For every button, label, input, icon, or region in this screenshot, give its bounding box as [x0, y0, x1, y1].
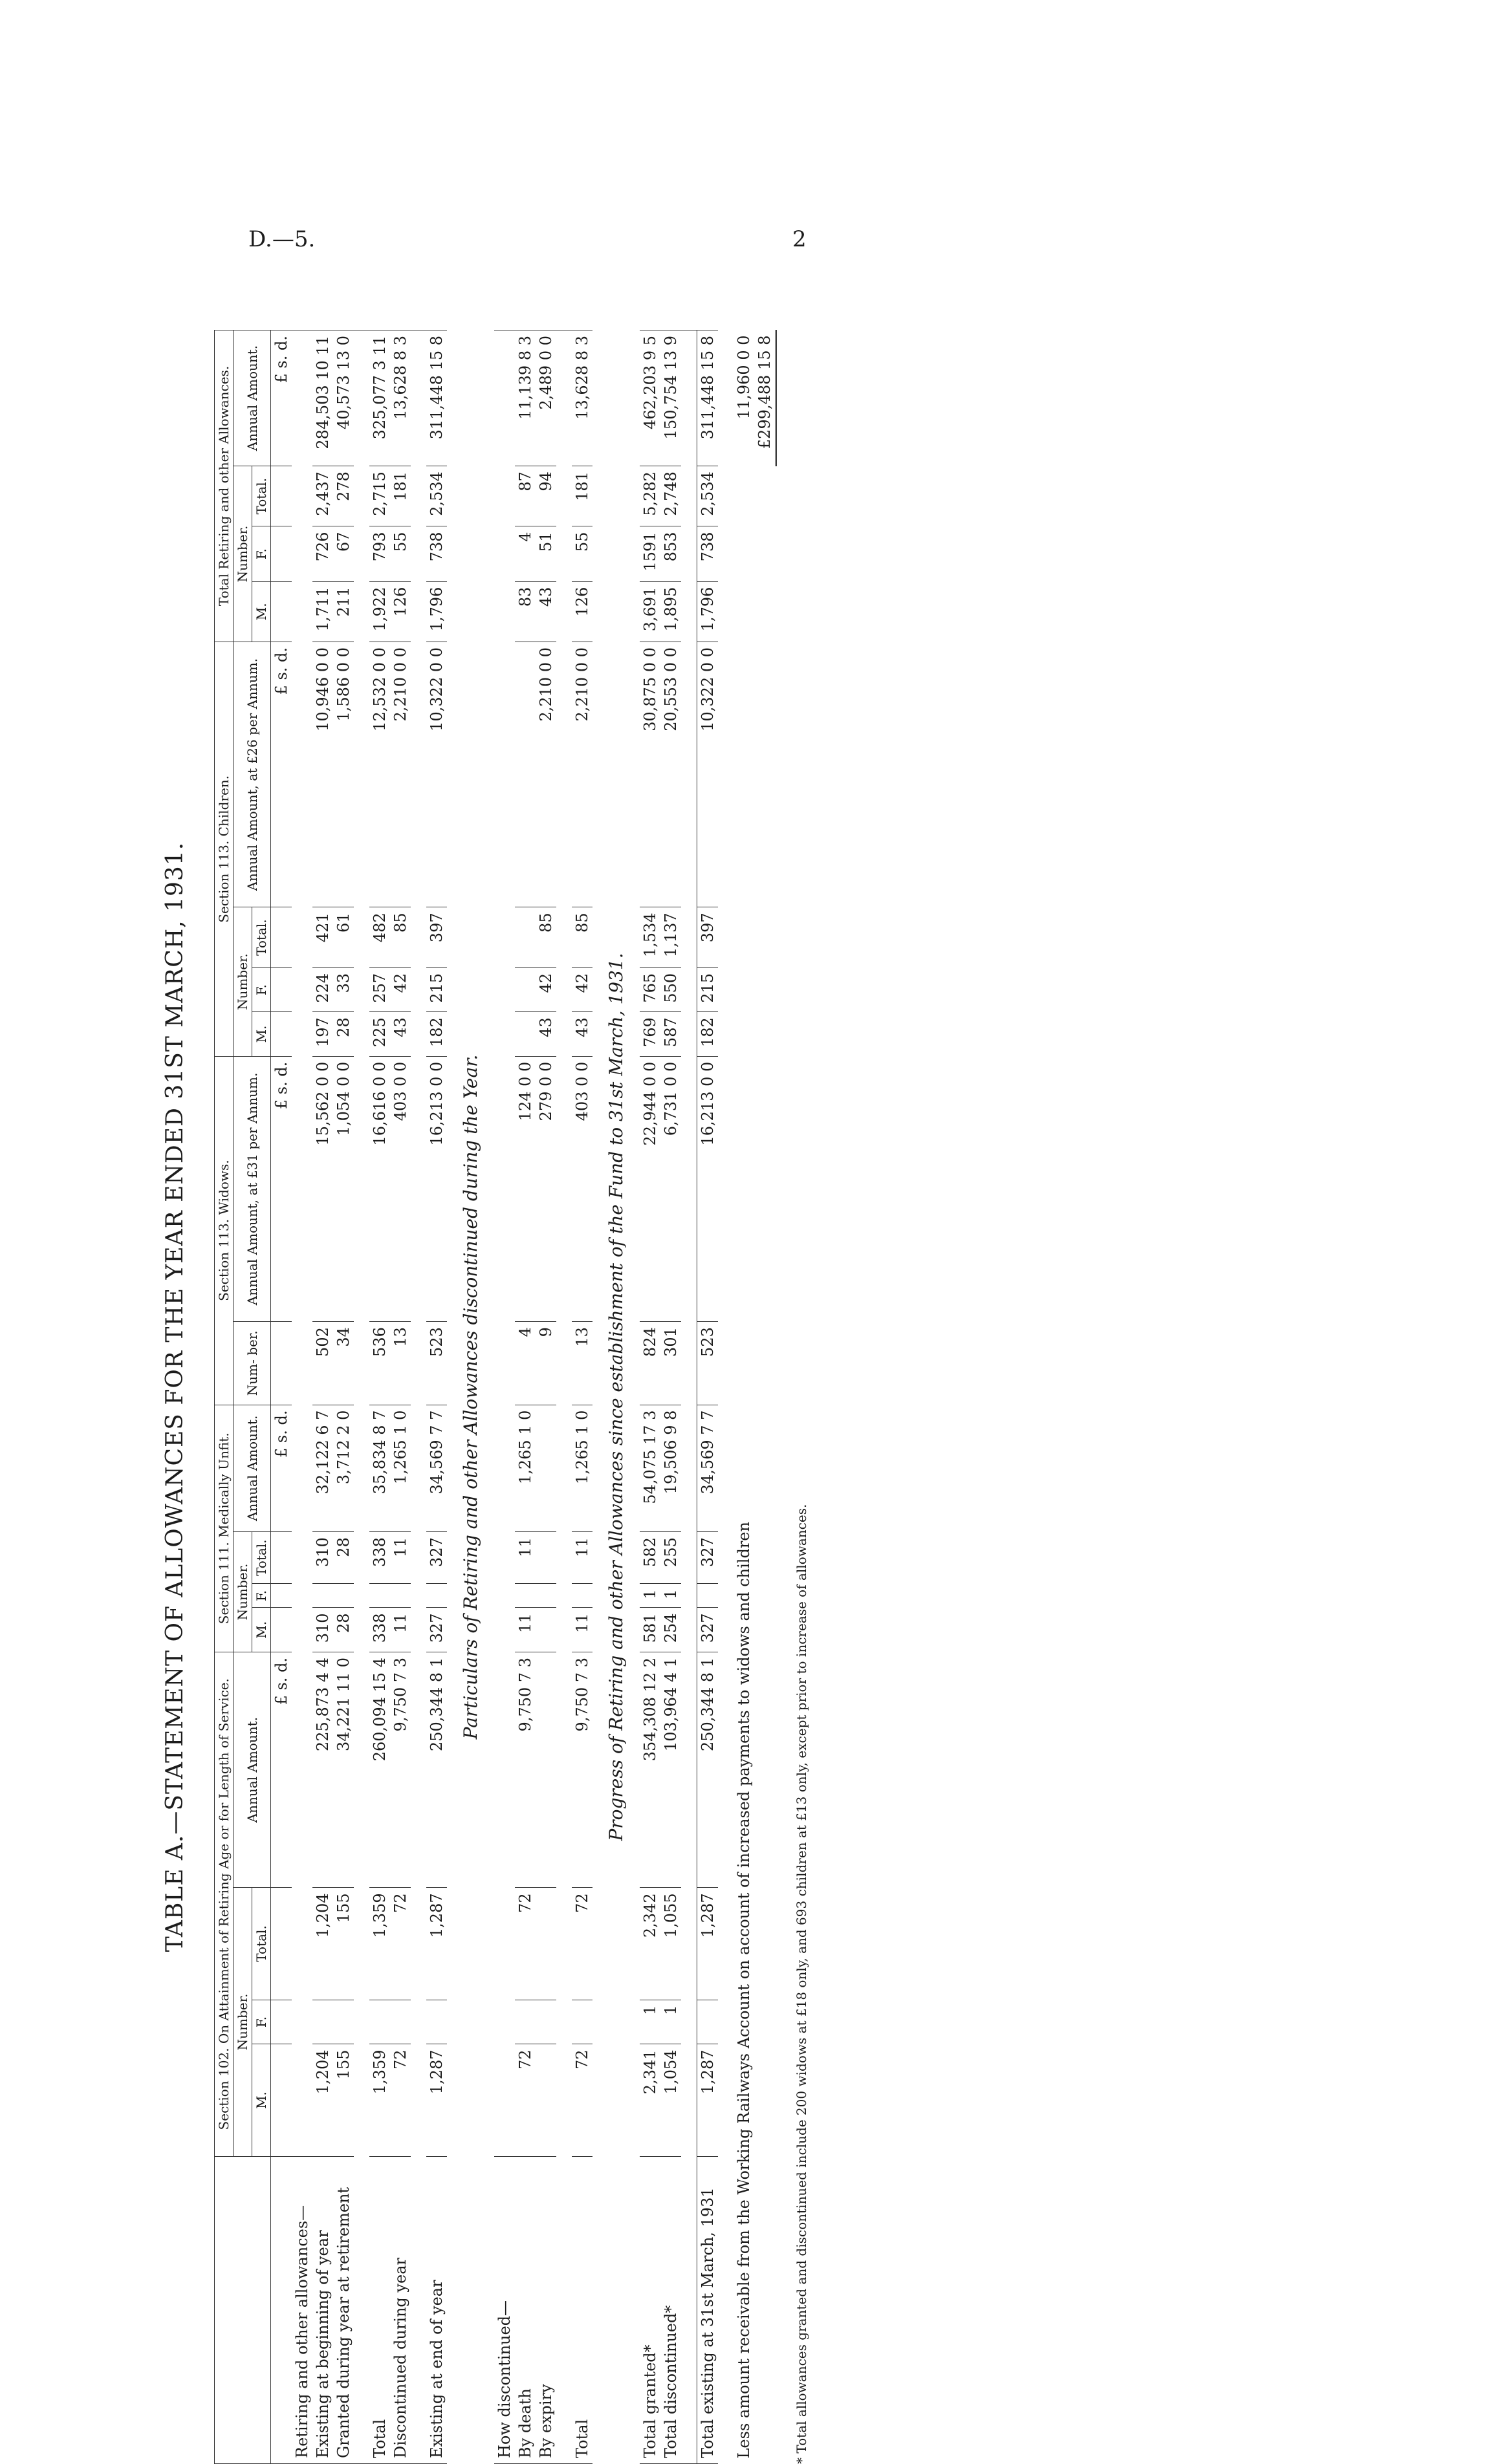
- table-cell: [536, 1608, 556, 1652]
- header-annual-amount: Annual Amount.: [234, 1652, 271, 1887]
- allowances-table: [214, 330, 777, 2464]
- table-cell: [515, 907, 536, 967]
- table-cell: 2,534: [697, 466, 719, 526]
- table-cell: 197: [312, 1012, 333, 1056]
- header-total: Total.: [252, 1532, 271, 1584]
- header-number: Number.: [234, 907, 252, 1056]
- table-cell: [515, 967, 536, 1011]
- header-total: Total.: [252, 466, 271, 526]
- table-cell: 13,628 8 3: [572, 330, 592, 466]
- table-cell: 72: [572, 2044, 592, 2156]
- header-number: Number.: [234, 1888, 252, 2156]
- table-cell: 34,569 7 7: [697, 1405, 719, 1532]
- table-cell: [333, 1584, 354, 1608]
- table-cell: 738: [426, 526, 447, 581]
- table-cell: 43: [390, 1012, 411, 1056]
- table-cell: 1,054: [660, 2044, 681, 2156]
- table-cell: 1,922: [369, 581, 390, 642]
- table-cell: 150,754 13 9: [660, 330, 681, 466]
- table-cell: 1,895: [660, 581, 681, 642]
- header-section-113-children: Section 113. Children.: [215, 642, 234, 1056]
- table-row: [536, 330, 556, 2464]
- table-cell: 11,139 8 3: [515, 330, 536, 466]
- table-cell: 2,748: [660, 466, 681, 526]
- header-section-113-widows: Section 113. Widows.: [215, 1056, 234, 1405]
- table-cell: [312, 1584, 333, 1608]
- table-cell: 126: [390, 581, 411, 642]
- currency-units: £ s. d.: [271, 1056, 292, 1321]
- table-cell: 3,691: [640, 581, 660, 642]
- row-label: Total granted*: [640, 2156, 660, 2463]
- table-cell: 824: [640, 1322, 660, 1405]
- table-cell: 502: [312, 1322, 333, 1405]
- section-heading-discontinued: Particulars of Retiring and other Allowances discontinued during the Year.: [460, 1054, 481, 1740]
- table-cell: 310: [312, 1532, 333, 1584]
- table-cell: 11: [515, 1608, 536, 1652]
- table-row: [754, 330, 776, 2464]
- table-cell: 28: [333, 1012, 354, 1056]
- table-cell: 215: [697, 967, 719, 1011]
- table-cell: 72: [390, 1888, 411, 2000]
- table-cell: 327: [426, 1532, 447, 1584]
- table-cell: 1,796: [697, 581, 719, 642]
- table-cell: 311,448 15 8: [697, 330, 719, 466]
- table-cell: 126: [572, 581, 592, 642]
- table-cell: 581: [640, 1608, 660, 1652]
- table-cell: [369, 1584, 390, 1608]
- table-cell: 32,122 6 7: [312, 1405, 333, 1532]
- table-cell: 1,711: [312, 581, 333, 642]
- table-cell: [369, 2000, 390, 2044]
- row-label-header: [215, 2156, 271, 2463]
- header-total-allowances: Total Retiring and other Allowances.: [215, 330, 234, 642]
- table-cell: 765: [640, 967, 660, 1011]
- table-row: [734, 330, 754, 2464]
- header-annual-amount-children: Annual Amount, at £26 per Annum.: [234, 642, 271, 907]
- table-cell: 2,489 0 0: [536, 330, 556, 466]
- table-cell: 311,448 15 8: [426, 330, 447, 466]
- row-label: By expiry: [536, 2156, 556, 2463]
- table-cell: 43: [536, 1012, 556, 1056]
- table-cell: 250,344 8 1: [426, 1652, 447, 1887]
- table-row: [697, 330, 719, 2464]
- page-number: 2: [792, 226, 807, 252]
- table-cell: 1,204: [312, 2044, 333, 2156]
- row-label: Total existing at 31st March, 1931: [697, 2156, 719, 2463]
- table-cell: [312, 2000, 333, 2044]
- table-cell: 22,944 0 0: [640, 1056, 660, 1321]
- rotated-table-sheet: [162, 330, 1358, 2464]
- table-cell: 2,534: [426, 466, 447, 526]
- less-amount-value: 11,960 0 0: [735, 335, 753, 420]
- table-row: [572, 330, 592, 2464]
- table-cell: 30,875 0 0: [640, 642, 660, 907]
- table-cell: [515, 1584, 536, 1608]
- table-cell: 11: [515, 1532, 536, 1584]
- header-m: M.: [252, 1012, 271, 1056]
- table-cell: 13,628 8 3: [390, 330, 411, 466]
- table-row: [312, 330, 333, 2464]
- table-cell: 182: [697, 1012, 719, 1056]
- table-cell: 284,503 10 11: [312, 330, 333, 466]
- table-cell: [536, 2044, 556, 2156]
- table-cell: 1,265 1 0: [390, 1405, 411, 1532]
- table-cell: 16,213 0 0: [697, 1056, 719, 1321]
- table-row: [292, 330, 312, 2464]
- row-label: Existing at beginning of year: [312, 2156, 333, 2463]
- table-cell: 260,094 15 4: [369, 1652, 390, 1887]
- table-cell: [536, 1405, 556, 1532]
- table-cell: 2,210 0 0: [572, 642, 592, 907]
- row-label: Existing at end of year: [426, 2156, 447, 2463]
- table-cell: 587: [660, 1012, 681, 1056]
- table-cell: 11: [572, 1532, 592, 1584]
- table-cell: 403 0 0: [390, 1056, 411, 1321]
- table-cell: 34,569 7 7: [426, 1405, 447, 1532]
- table-cell: 94: [536, 466, 556, 526]
- table-cell: 34,221 11 0: [333, 1652, 354, 1887]
- table-cell: 85: [572, 907, 592, 967]
- table-cell: 536: [369, 1322, 390, 1405]
- table-cell: 5,282: [640, 466, 660, 526]
- header-number-widows: Num- ber.: [234, 1322, 271, 1405]
- table-cell: 43: [572, 1012, 592, 1056]
- table-cell: 72: [390, 2044, 411, 2156]
- table-cell: 338: [369, 1532, 390, 1584]
- row-label: Discontinued during year: [390, 2156, 411, 2463]
- table-cell: [697, 2000, 719, 2044]
- table-cell: 726: [312, 526, 333, 581]
- table-cell: 61: [333, 907, 354, 967]
- table-cell: 482: [369, 907, 390, 967]
- table-cell: 11: [572, 1608, 592, 1652]
- table-cell: 1: [660, 2000, 681, 2044]
- header-f: F.: [252, 967, 271, 1011]
- table-cell: 9,750 7 3: [572, 1652, 592, 1887]
- row-label: Total discontinued*: [660, 2156, 681, 2463]
- currency-units: £ s. d.: [271, 1652, 292, 1887]
- row-label: By death: [515, 2156, 536, 2463]
- header-annual-amount: Annual Amount.: [234, 1405, 271, 1532]
- table-cell: 1,137: [660, 907, 681, 967]
- table-cell: 254: [660, 1608, 681, 1652]
- table-cell: 35,834 8 7: [369, 1405, 390, 1532]
- table-cell: 338: [369, 1608, 390, 1652]
- row-label: Retiring and other allowances—: [292, 2156, 312, 2463]
- table-cell: 10,322 0 0: [697, 642, 719, 907]
- table-row: [369, 330, 390, 2464]
- table-cell: 462,203 9 5: [640, 330, 660, 466]
- table-cell: 83: [515, 581, 536, 642]
- table-cell: 225,873 4 4: [312, 1652, 333, 1887]
- table-cell: 72: [515, 2044, 536, 2156]
- table-cell: 13: [572, 1322, 592, 1405]
- table-cell: 1,204: [312, 1888, 333, 2000]
- net-total-value: £299,488 15 8: [754, 330, 776, 466]
- table-cell: 354,308 12 2: [640, 1652, 660, 1887]
- table-cell: 1: [640, 2000, 660, 2044]
- table-cell: 28: [333, 1532, 354, 1584]
- table-cell: 1,055: [660, 1888, 681, 2000]
- table-cell: [572, 1584, 592, 1608]
- table-title: TABLE A.—STATEMENT OF ALLOWANCES FOR THE YEAR ENDED 31ST MARCH, 1931.: [162, 841, 188, 1952]
- table-cell: 2,210 0 0: [536, 642, 556, 907]
- row-label: Total: [369, 2156, 390, 2463]
- table-cell: 1,796: [426, 581, 447, 642]
- table-cell: [536, 1584, 556, 1608]
- header-section-111: Section 111. Medically Unfit.: [215, 1405, 234, 1652]
- header-annual-amount: Annual Amount.: [234, 330, 271, 466]
- table-cell: 1,586 0 0: [333, 642, 354, 907]
- table-cell: 2,341: [640, 2044, 660, 2156]
- table-cell: 397: [697, 907, 719, 967]
- header-annual-amount-widows: Annual Amount, at £31 per Annum.: [234, 1056, 271, 1321]
- table-cell: 279 0 0: [536, 1056, 556, 1321]
- table-cell: 523: [697, 1322, 719, 1405]
- table-cell: 20,553 0 0: [660, 642, 681, 907]
- table-cell: 155: [333, 2044, 354, 2156]
- table-row: [515, 330, 536, 2464]
- table-cell: 6,731 0 0: [660, 1056, 681, 1321]
- table-cell: 19,506 9 8: [660, 1405, 681, 1532]
- table-cell: 1,287: [697, 1888, 719, 2000]
- table-cell: 397: [426, 907, 447, 967]
- header-total: Total.: [252, 907, 271, 967]
- table-cell: [536, 1532, 556, 1584]
- footnote: * Total allowances granted and discontinued include 200 widows at £18 only, and 693 children at £13 only, except prior to increase of allowances.: [794, 1504, 809, 2464]
- table-cell: [536, 2000, 556, 2044]
- table-cell: 1,265 1 0: [515, 1405, 536, 1532]
- header-number: Number.: [234, 466, 252, 642]
- table-cell: 10,322 0 0: [426, 642, 447, 907]
- table-cell: 9,750 7 3: [515, 1652, 536, 1887]
- table-cell: [390, 1584, 411, 1608]
- table-cell: 224: [312, 967, 333, 1011]
- table-cell: 403 0 0: [572, 1056, 592, 1321]
- table-cell: 16,213 0 0: [426, 1056, 447, 1321]
- table-cell: [390, 2000, 411, 2044]
- table-cell: 1,287: [426, 2044, 447, 2156]
- table-cell: 1,054 0 0: [333, 1056, 354, 1321]
- table-cell: [536, 1888, 556, 2000]
- table-row: [494, 330, 515, 2464]
- table-cell: 12,532 0 0: [369, 642, 390, 907]
- currency-units: £ s. d.: [271, 642, 292, 907]
- table-cell: 85: [390, 907, 411, 967]
- table-cell: 2,437: [312, 466, 333, 526]
- table-row: [426, 330, 447, 2464]
- table-cell: [426, 1584, 447, 1608]
- less-amount-label: Less amount receivable from the Working Railways Account on account of increased payments to widows and children: [735, 1522, 753, 2459]
- table-cell: [426, 2000, 447, 2044]
- table-cell: 310: [312, 1608, 333, 1652]
- table-cell: 10,946 0 0: [312, 642, 333, 907]
- table-cell: [697, 1584, 719, 1608]
- table-cell: 55: [390, 526, 411, 581]
- header-m: M.: [252, 1608, 271, 1652]
- header-number: Number.: [234, 1532, 252, 1652]
- table-cell: 853: [660, 526, 681, 581]
- table-cell: 43: [536, 581, 556, 642]
- table-cell: 9,750 7 3: [390, 1652, 411, 1887]
- table-cell: 327: [697, 1532, 719, 1584]
- table-cell: 1,359: [369, 1888, 390, 2000]
- table-cell: 181: [572, 466, 592, 526]
- table-cell: [333, 2000, 354, 2044]
- table-cell: 325,077 3 11: [369, 330, 390, 466]
- table-cell: 327: [697, 1608, 719, 1652]
- table-cell: 67: [333, 526, 354, 581]
- table-cell: 34: [333, 1322, 354, 1405]
- table-cell: 54,075 17 3: [640, 1405, 660, 1532]
- table-cell: [515, 1012, 536, 1056]
- table-cell: 257: [369, 967, 390, 1011]
- row-label: How discontinued—: [494, 2156, 515, 2463]
- table-cell: 582: [640, 1532, 660, 1584]
- table-cell: [536, 1652, 556, 1887]
- table-cell: 225: [369, 1012, 390, 1056]
- row-label: Total: [572, 2156, 592, 2463]
- page-code: D.—5.: [248, 226, 316, 252]
- table-cell: 301: [660, 1322, 681, 1405]
- table-cell: 16,616 0 0: [369, 1056, 390, 1321]
- header-f: F.: [252, 1584, 271, 1608]
- table-cell: 42: [536, 967, 556, 1011]
- table-cell: 2,342: [640, 1888, 660, 2000]
- table-cell: 215: [426, 967, 447, 1011]
- table-cell: [572, 2000, 592, 2044]
- table-cell: 1591: [640, 526, 660, 581]
- header-f: F.: [252, 2000, 271, 2044]
- table-cell: 33: [333, 967, 354, 1011]
- table-cell: 327: [426, 1608, 447, 1652]
- table-row: [640, 330, 660, 2464]
- table-cell: 211: [333, 581, 354, 642]
- table-row: [333, 330, 354, 2464]
- table-cell: [515, 642, 536, 907]
- table-cell: 1,287: [426, 1888, 447, 2000]
- table-cell: 87: [515, 466, 536, 526]
- table-row: [390, 330, 411, 2464]
- table-cell: 15,562 0 0: [312, 1056, 333, 1321]
- table-cell: 2,715: [369, 466, 390, 526]
- table-cell: 51: [536, 526, 556, 581]
- header-total: Total.: [252, 1888, 271, 2000]
- table-cell: 738: [697, 526, 719, 581]
- table-cell: 182: [426, 1012, 447, 1056]
- table-cell: 278: [333, 466, 354, 526]
- table-cell: 103,964 4 1: [660, 1652, 681, 1887]
- table-cell: 523: [426, 1322, 447, 1405]
- table-cell: 124 0 0: [515, 1056, 536, 1321]
- header-section-102: Section 102. On Attainment of Retiring Age or for Length of Service.: [215, 1652, 234, 2156]
- table-row: [660, 330, 681, 2464]
- table-cell: 421: [312, 907, 333, 967]
- table-cell: 2,210 0 0: [390, 642, 411, 907]
- table-cell: 40,573 13 0: [333, 330, 354, 466]
- table-cell: 550: [660, 967, 681, 1011]
- table-cell: 255: [660, 1532, 681, 1584]
- table-cell: 3,712 2 0: [333, 1405, 354, 1532]
- table-cell: 181: [390, 466, 411, 526]
- table-cell: 1: [660, 1584, 681, 1608]
- table-cell: 250,344 8 1: [697, 1652, 719, 1887]
- table-cell: 42: [572, 967, 592, 1011]
- currency-units: £ s. d.: [271, 330, 292, 466]
- table-cell: 4: [515, 526, 536, 581]
- table-cell: 55: [572, 526, 592, 581]
- table-cell: 42: [390, 967, 411, 1011]
- header-f: F.: [252, 526, 271, 581]
- table-cell: 13: [390, 1322, 411, 1405]
- table-cell: 11: [390, 1532, 411, 1584]
- table-cell: 1,359: [369, 2044, 390, 2156]
- table-cell: 9: [536, 1322, 556, 1405]
- row-label: Granted during year at retirement: [333, 2156, 354, 2463]
- table-cell: 769: [640, 1012, 660, 1056]
- table-cell: 4: [515, 1322, 536, 1405]
- section-heading-progress: Progress of Retiring and other Allowances since establishment of the Fund to 31st March, 1931.: [605, 953, 627, 1841]
- table-cell: 1,534: [640, 907, 660, 967]
- header-m: M.: [252, 2044, 271, 2156]
- table-cell: [515, 2000, 536, 2044]
- table-cell: 1: [640, 1584, 660, 1608]
- table-cell: 155: [333, 1888, 354, 2000]
- table-cell: 11: [390, 1608, 411, 1652]
- table-cell: 793: [369, 526, 390, 581]
- table-cell: 28: [333, 1608, 354, 1652]
- table-cell: 72: [515, 1888, 536, 2000]
- header-m: M.: [252, 581, 271, 642]
- currency-units: £ s. d.: [271, 1405, 292, 1532]
- table-cell: 85: [536, 907, 556, 967]
- table-cell: 1,265 1 0: [572, 1405, 592, 1532]
- table-cell: 1,287: [697, 2044, 719, 2156]
- table-cell: 72: [572, 1888, 592, 2000]
